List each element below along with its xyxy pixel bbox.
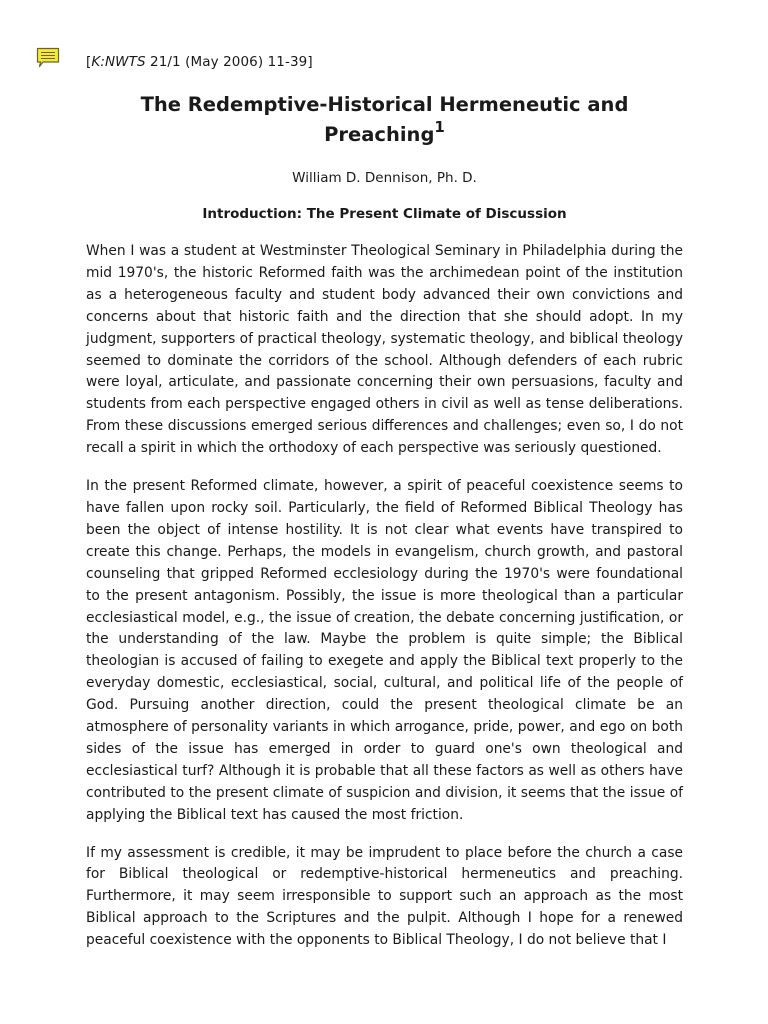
article-title-text: The Redemptive-Historical Hermeneutic and Preaching: [140, 93, 629, 146]
journal-citation: [86, 54, 313, 70]
citation-open: [: [86, 54, 92, 70]
article-body: [86, 241, 683, 968]
note-body: [38, 49, 59, 67]
paragraph: In the present Reformed climate, however, a spirit of peaceful coexistence seems to have fallen upon rocky soil. Particularly, the field of Reformed Biblical Theology has been the object of intense hostility. It is not clear what events have transpired to create this change. Perhaps, the models in evangelism, church growth, and pastoral counseling that gripped Reformed ecclesiology during the 1970's were foundational to the present antagonism. Possibly, the issue is more theological than a particular ecclesiastical model, e.g., the issue of creation, the debate concerning justification, or the understanding of the law. Maybe the problem is quite simple; the Biblical theologian is accused of failing to exegete and apply the Biblical text properly to the everyday domestic, ecclesiastical, social, cultural, and political life of the people of God. Pursuing another direction, could the present theological climate be an atmosphere of personality variants in which arrogance, pride, power, and ego on both sides of the issue has emerged in order to guard one's own theological and ecclesiastical turf? Although it is probable that all these factors as well as others have contributed to the present climate of suspicion and division, it seems that the issue of applying the Biblical text has caused the most friction.: [86, 478, 683, 823]
citation-details: 21/1 (May 2006) 11-39]: [145, 54, 313, 70]
paragraph: When I was a student at Westminster Theological Seminary in Philadelphia during the mid 1970's, the historic Reformed faith was the archimedean point of the institution as a heterogeneous faculty and student body advanced their own convictions and concerns about that historic faith and the direction that she should adopt. In my judgment, supporters of practical theology, systematic theology, and biblical theology seemed to dominate the corridors of the school. Although defenders of each rubric were loyal, articulate, and passionate concerning their own persuasions, faculty and students from each perspective engaged others in civil as well as tense deliberations. From these discussions emerged serious differences and challenges; even so, I do not recall a spirit in which the orthodoxy of each perspective was seriously questioned.: [86, 243, 683, 457]
article-title: [86, 90, 683, 150]
paragraph: If my assessment is credible, it may be imprudent to place before the church a case for Biblical theological or redemptive-historical hermeneutics and preaching. Furthermore, it may seem irresponsible to support such an approach as the most Biblical approach to the Scriptures and the pulpit. Although I hope for a renewed peaceful coexistence with the opponents to Biblical Theology, I do not believe that I: [86, 844, 683, 949]
section-heading: Introduction: The Present Climate of Discussion: [202, 206, 567, 222]
author-line: William D. Dennison, Ph. D.: [292, 170, 477, 186]
sticky-note-icon[interactable]: [36, 47, 60, 69]
footnote-1-link[interactable]: 1: [434, 118, 445, 136]
citation-journal: K:NWTS: [91, 54, 146, 70]
